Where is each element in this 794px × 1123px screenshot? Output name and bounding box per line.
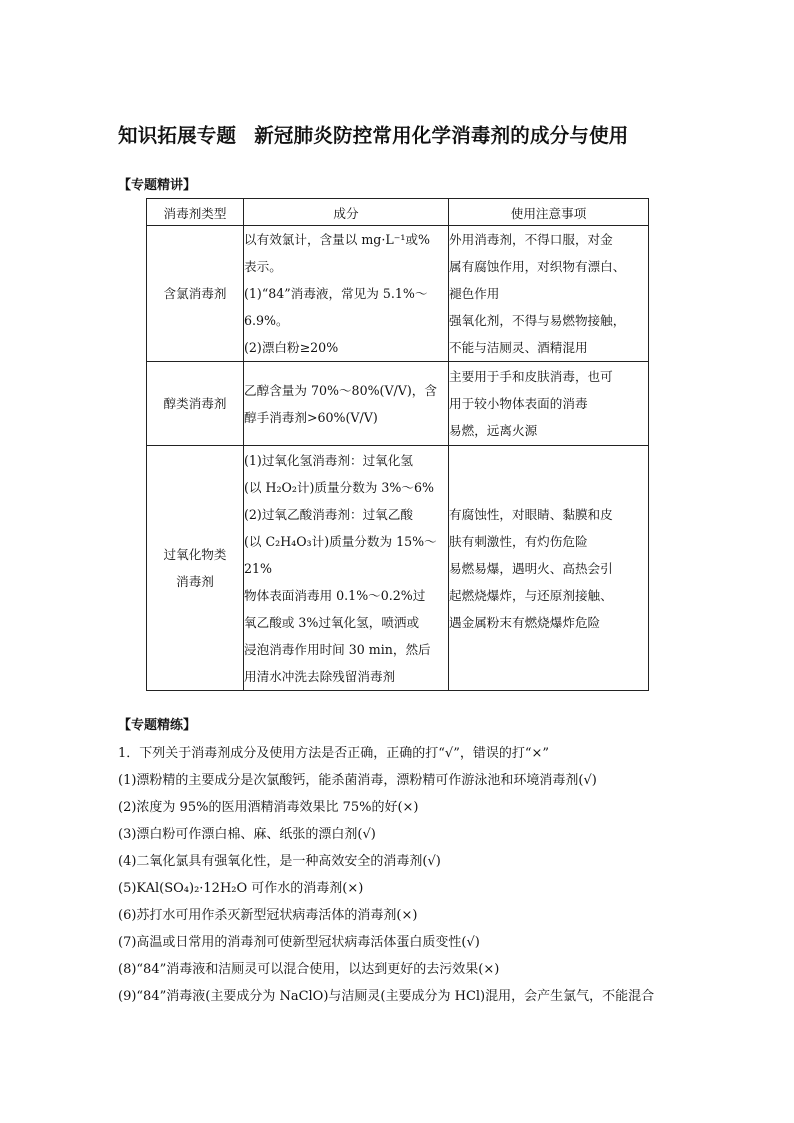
cell-line: (1)过氧化氢消毒剂：过氧化氢	[244, 452, 413, 468]
cell-line: 醇手消毒剂>60%(V/V)	[244, 409, 378, 425]
table-header-row	[147, 199, 649, 226]
composition-cell	[244, 226, 449, 362]
cell-line: 6.9%。	[244, 313, 289, 328]
cell-line: (1)“84”消毒液，常见为 5.1%～	[244, 286, 428, 301]
question-item: (7)高温或日常用的消毒剂可使新型冠状病毒活体蛋白质变性(√)	[118, 935, 480, 950]
cell-line: 遇金属粉末有燃烧爆炸危险	[449, 614, 601, 630]
notes-cell	[449, 226, 649, 362]
title-part2: 新冠肺炎防控常用化学消毒剂的成分与使用	[254, 124, 629, 147]
cell-line: 褪色作用	[449, 286, 500, 301]
cell-line: (以 H₂O₂计)质量分数为 3%～6%	[244, 479, 434, 495]
cell-line: 用清水冲洗去除残留消毒剂	[244, 668, 396, 684]
cell-line: 易燃易爆，遇明火、高热会引	[449, 560, 613, 576]
composition-cell	[244, 362, 449, 446]
column-header-type: 消毒剂类型	[147, 199, 244, 226]
cell-line: 强氧化剂，不得与易燃物接触，	[449, 313, 626, 328]
cell-line: 有腐蚀性，对眼睛、黏膜和皮	[449, 506, 613, 522]
notes-cell	[449, 446, 649, 691]
question-item: (9)“84”消毒液(主要成分为 NaClO)与洁厕灵(主要成分为 HCl)混用，会产生氯气，不能混合	[118, 989, 655, 1004]
cell-line: 外用消毒剂，不得口服，对金	[449, 232, 613, 247]
type-cell: 含氯消毒剂	[147, 226, 244, 362]
question-item: (6)苏打水可用作杀灭新型冠状病毒活体的消毒剂(×)	[118, 908, 418, 923]
cell-line: 乙醇含量为 70%～80%(V/V)，含	[244, 382, 437, 398]
cell-line: 表示。	[244, 259, 282, 274]
type-line: 消毒剂	[176, 574, 214, 589]
cell-line: 以有效氯计，含量以 mg·L⁻¹或%	[244, 232, 430, 247]
cell-line: 氧乙酸或 3%过氧化氢，喷洒或	[244, 614, 420, 630]
cell-line: (2)过氧乙酸消毒剂：过氧乙酸	[244, 506, 413, 522]
disinfectant-table	[146, 198, 649, 691]
type-line: 过氧化物类	[163, 547, 227, 562]
column-header-composition: 成分	[244, 199, 449, 226]
table-row	[147, 446, 649, 691]
section-heading-practice: 【专题精练】	[118, 718, 197, 733]
cell-line: 用于较小物体表面的消毒	[449, 396, 588, 411]
cell-line: 浸泡消毒作用时间 30 min，然后	[244, 641, 431, 657]
question-stem: 1．下列关于消毒剂成分及使用方法是否正确，正确的打“√”，错误的打“×”	[118, 746, 550, 761]
question-item: (1)漂粉精的主要成分是次氯酸钙，能杀菌消毒，漂粉精可作游泳池和环境消毒剂(√)	[118, 773, 597, 788]
section-heading-lecture: 【专题精讲】	[118, 178, 197, 193]
table-row	[147, 226, 649, 362]
cell-line: 主要用于手和皮肤消毒，也可	[449, 369, 613, 384]
question-item: (3)漂白粉可作漂白棉、麻、纸张的漂白剂(√)	[118, 827, 376, 842]
cell-line: 不能与洁厕灵、酒精混用	[449, 340, 588, 355]
page-title	[118, 120, 718, 148]
question-item: (2)浓度为 95%的医用酒精消毒效果比 75%的好(×)	[118, 800, 419, 815]
question-item: (8)“84”消毒液和洁厕灵可以混合使用，以达到更好的去污效果(×)	[118, 962, 500, 977]
cell-line: (2)漂白粉≥20%	[244, 340, 339, 355]
type-cell: 醇类消毒剂	[147, 362, 244, 446]
cell-line: 21%	[244, 560, 272, 576]
question-item: (4)二氧化氯具有强氧化性，是一种高效安全的消毒剂(√)	[118, 854, 441, 869]
cell-line: 易燃，远离火源	[449, 423, 538, 438]
title-part1: 知识拓展专题	[118, 124, 237, 147]
composition-cell	[244, 446, 449, 691]
question-item: (5)KAl(SO₄)₂·12H₂O 可作水的消毒剂(×)	[118, 881, 364, 896]
cell-line: 属有腐蚀作用，对织物有漂白、	[449, 259, 626, 274]
cell-line: 肤有刺激性，有灼伤危险	[449, 533, 588, 549]
cell-line: (以 C₂H₄O₃计)质量分数为 15%～	[244, 533, 437, 549]
column-header-notes: 使用注意事项	[449, 199, 649, 226]
type-cell	[147, 446, 244, 691]
cell-line: 起燃烧爆炸，与还原剂接触、	[449, 587, 613, 603]
cell-line: 物体表面消毒用 0.1%～0.2%过	[244, 587, 426, 603]
table-row	[147, 362, 649, 446]
notes-cell	[449, 362, 649, 446]
